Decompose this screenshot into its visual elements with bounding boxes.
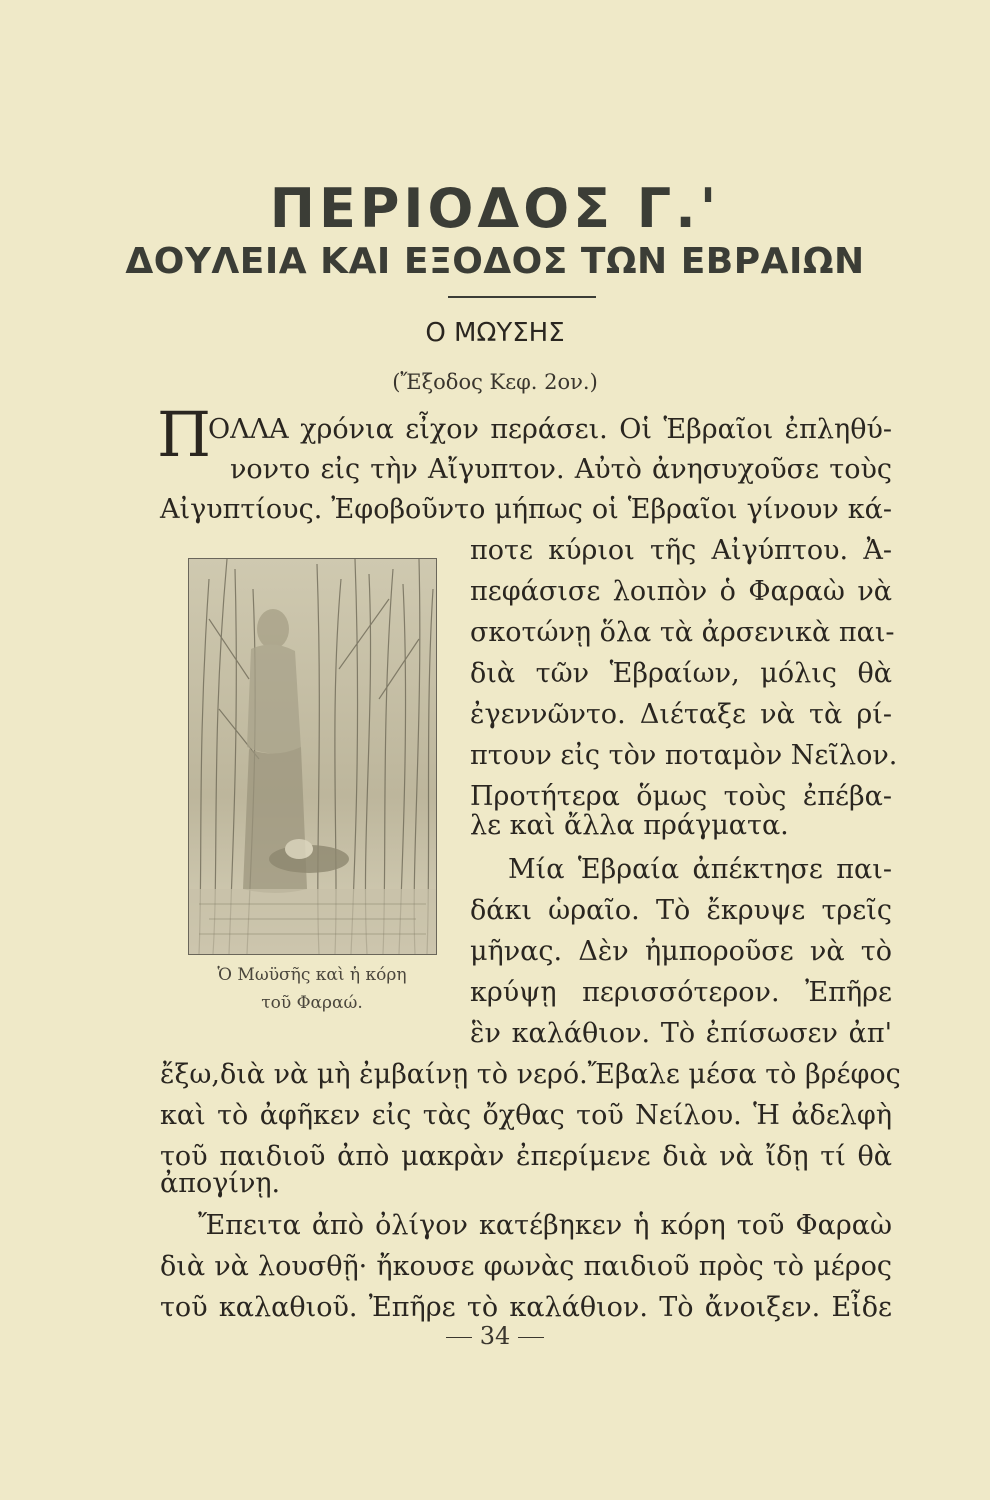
text-line: Μία Ἑβραία ἀπέκτησε παι- bbox=[508, 854, 892, 885]
text-line: λε καὶ ἄλλα πράγματα. bbox=[470, 810, 789, 841]
text-line: Ἔπειτα ἀπὸ ὀλίγον κατέβηκεν ἡ κόρη τοῦ Φαραὼ bbox=[198, 1210, 892, 1241]
text-line: πεφάσισε λοιπὸν ὁ Φαραὼ νὰ bbox=[470, 576, 892, 607]
text-line: ΟΛΛΑ χρόνια εἶχον περάσει. Οἱ Ἑβραῖοι ἐπληθύ- bbox=[208, 414, 892, 445]
text-line: ποτε κύριοι τῆς Αἰγύπτου. Ἀ- bbox=[470, 535, 892, 566]
section-heading: Ο ΜΩΥΣΗΣ bbox=[425, 318, 565, 348]
text-line: ἔξω,διὰ νὰ μὴ ἐμβαίνῃ τὸ νερό.Ἔβαλε μέσα τὸ βρέφος bbox=[160, 1059, 901, 1090]
text-line: μῆνας. Δὲν ἠμποροῦσε νὰ τὸ bbox=[470, 936, 892, 967]
figure-caption: Ὁ Μωϋσῆς καὶ ἡ κόρη bbox=[217, 965, 407, 985]
text-line: ἓν καλάθιον. Τὸ ἐπίσωσεν ἀπ' bbox=[470, 1018, 892, 1049]
dash-decoration bbox=[446, 1337, 472, 1338]
illustration-moses-pharaoh-daughter bbox=[188, 558, 437, 955]
text-line: τοῦ παιδιοῦ ἀπὸ μακρὰν ἐπερίμενε διὰ νὰ ἴδῃ τί θὰ bbox=[160, 1141, 892, 1172]
text-line: νοντο εἰς τὴν Αἴγυπτον. Αὐτὸ ἀνησυχοῦσε τοὺς bbox=[230, 454, 892, 485]
chapter-subtitle: ΔΟΥΛΕΙΑ ΚΑΙ ΕΞΟΔΟΣ ΤΩΝ ΕΒΡΑΙΩΝ bbox=[125, 241, 865, 282]
text-line: ἀπογίνῃ. bbox=[160, 1168, 281, 1199]
divider-rule bbox=[448, 296, 596, 298]
scripture-reference: (Ἔξοδος Κεφ. 2ον.) bbox=[392, 370, 598, 394]
figure-caption: τοῦ Φαραώ. bbox=[261, 993, 363, 1013]
drop-cap: Π bbox=[157, 398, 212, 471]
text-line: πτουν εἰς τὸν ποταμὸν Νεῖλον. bbox=[470, 740, 898, 771]
text-line: Αἰγυπτίους. Ἐφοβοῦντο μήπως οἱ Ἑβραῖοι γίνουν κά- bbox=[160, 494, 892, 525]
dash-decoration bbox=[518, 1337, 544, 1338]
text-line: τοῦ καλαθιοῦ. Ἐπῆρε τὸ καλάθιον. Τὸ ἄνοιξεν. Εἶδε bbox=[160, 1292, 892, 1323]
text-line: κρύψῃ περισσότερον. Ἐπῆρε bbox=[470, 977, 892, 1008]
text-line: Προτήτερα ὅμως τοὺς ἐπέβα- bbox=[470, 781, 892, 812]
text-line: καὶ τὸ ἀφῆκεν εἰς τὰς ὄχθας τοῦ Νείλου. Ἡ ἀδελφὴ bbox=[160, 1100, 892, 1131]
text-line: σκοτώνῃ ὅλα τὰ ἀρσενικὰ παι- bbox=[470, 617, 895, 648]
text-line: ἐγεννῶντο. Διέταξε νὰ τὰ ρί- bbox=[470, 699, 892, 730]
page-number bbox=[0, 1322, 990, 1350]
text-line: δάκι ὡραῖο. Τὸ ἔκρυψε τρεῖς bbox=[470, 895, 892, 926]
period-title: ΠΕΡΙΟΔΟΣ Γ.' bbox=[269, 177, 721, 240]
text-line: διὰ νὰ λουσθῇ· ἤκουσε φωνὰς παιδιοῦ πρὸς τὸ μέρος bbox=[160, 1251, 892, 1282]
text-line: διὰ τῶν Ἑβραίων, μόλις θὰ bbox=[470, 658, 892, 689]
page-number-value: 34 bbox=[479, 1322, 511, 1350]
